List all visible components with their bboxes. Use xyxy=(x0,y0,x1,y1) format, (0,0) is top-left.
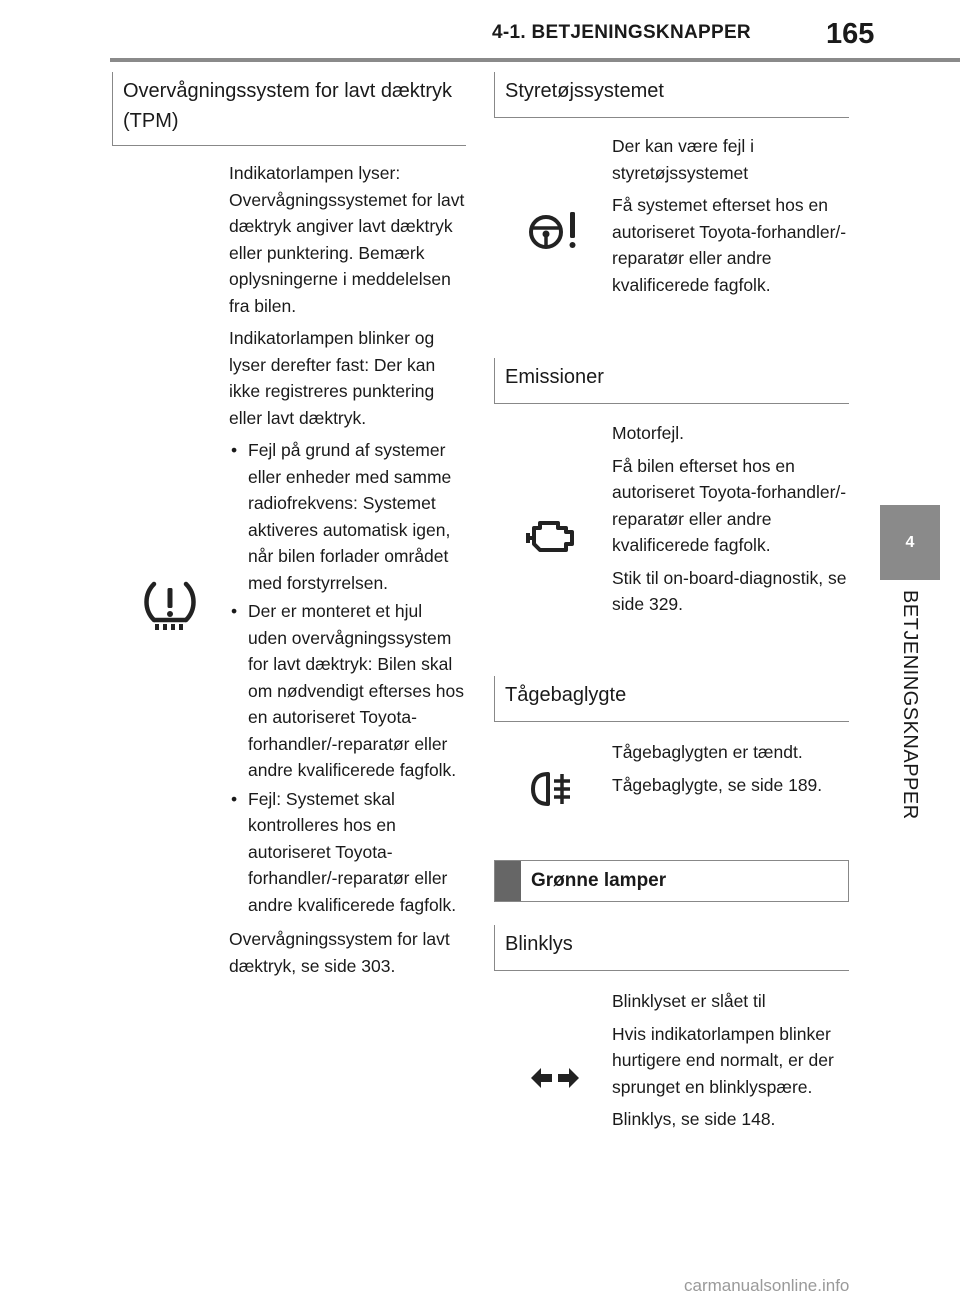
turn-icon-wrap xyxy=(530,1066,580,1090)
turn-heading-text: Blinklys xyxy=(505,933,573,955)
tpm-heading xyxy=(112,72,466,146)
foglight-heading-text: Tågebaglygte xyxy=(505,684,627,706)
turn-body xyxy=(612,988,848,1139)
tpm-paragraph-2: Indikatorlampen blinker og lyser derefter fast: Der kan ikke registreres punktering eller lavt dæktryk. xyxy=(229,328,436,428)
foglight-body xyxy=(612,739,848,804)
rear-fog-light-icon xyxy=(530,770,580,808)
chapter-tab: 4 xyxy=(880,505,940,580)
watermark: carmanualsonline.info xyxy=(684,1276,850,1295)
emissions-heading-text: Emissioner xyxy=(505,366,604,388)
tpm-paragraph-1: Indikatorlampen lyser: Overvågningssystemet for lavt dæktryk angiver lavt dæktryk eller punktering. Bemærk oplysningerne i meddelelsen fra bilen. xyxy=(229,163,465,316)
turn-paragraph-3: Blinklys, se side 148. xyxy=(612,1109,776,1129)
foglight-paragraph-1: Tågebaglygten er tændt. xyxy=(612,742,803,762)
emissions-paragraph-1: Motorfejl. xyxy=(612,423,684,443)
turn-paragraph-1: Blinklyset er slået til xyxy=(612,991,766,1011)
foglight-paragraph-2: Tågebaglygte, se side 189. xyxy=(612,774,823,795)
steering-heading-text: Styretøjssystemet xyxy=(505,80,664,102)
list-item: • Fejl på grund af systemer eller enheder med samme radiofrekvens: Systemet aktiveres automatisk igen, når bilen forlader området med forstyrrelsen. xyxy=(229,437,465,596)
emissions-heading xyxy=(494,358,849,404)
heading-accent-bar xyxy=(495,861,521,901)
steering-icon-wrap xyxy=(526,210,584,252)
steering-heading xyxy=(494,72,849,118)
page-number: 165 xyxy=(826,18,875,50)
emissions-paragraph-3: Stik til on-board-diagnostik, se side 329. xyxy=(612,567,847,614)
tpm-body xyxy=(229,160,465,985)
steering-warning-icon xyxy=(526,210,584,252)
section-title: 4-1. BETJENINGSKNAPPER xyxy=(492,22,751,43)
green-lamps-heading xyxy=(494,860,849,902)
steering-paragraph-2: Få systemet efterset hos en autoriseret Toyota-forhandler/-reparatør eller andre kvalificerede fagfolk. xyxy=(612,195,847,295)
steering-body xyxy=(612,133,848,304)
green-lamps-heading-text: Grønne lamper xyxy=(531,870,667,891)
steering-paragraph-1: Der kan være fejl i styretøjssystemet xyxy=(612,136,754,183)
foglight-heading xyxy=(494,676,849,722)
turn-heading xyxy=(494,925,849,971)
engine-check-icon xyxy=(526,518,578,556)
tpm-heading-text: Overvågningssystem for lavt dæktryk (TPM) xyxy=(123,80,452,132)
tpm-paragraph-3: Overvågningssystem for lavt dæktryk, se side 303. xyxy=(229,929,450,976)
foglight-icon-wrap xyxy=(530,770,580,808)
tpm-bullet-list xyxy=(229,437,465,918)
emissions-paragraph-2: Få bilen efterset hos en autoriseret Toyota-forhandler/-reparatør eller andre kvalificerede fagfolk. xyxy=(612,455,847,555)
turn-paragraph-2: Hvis indikatorlampen blinker hurtigere end normalt, er der sprunget en blinklyspære. xyxy=(612,1023,834,1097)
list-item: • Der er monteret et hjul uden overvågningssystem for lavt dæktryk: Bilen skal om nødvendigt efterses hos en autoriseret Toyota-forhandler/-reparatør eller andre kvalificerede fagfolk. xyxy=(229,598,465,784)
emissions-body xyxy=(612,420,848,624)
list-item: • Fejl: Systemet skal kontrolleres hos en autoriseret Toyota-forhandler/-reparatør eller andre kvalificerede fagfolk. xyxy=(229,786,465,919)
header-divider xyxy=(110,58,960,62)
emissions-icon-wrap xyxy=(526,518,578,556)
chapter-label: BETJENINGSKNAPPER xyxy=(899,590,921,820)
turn-signal-icon xyxy=(530,1066,580,1090)
tpm-icon xyxy=(140,580,200,636)
